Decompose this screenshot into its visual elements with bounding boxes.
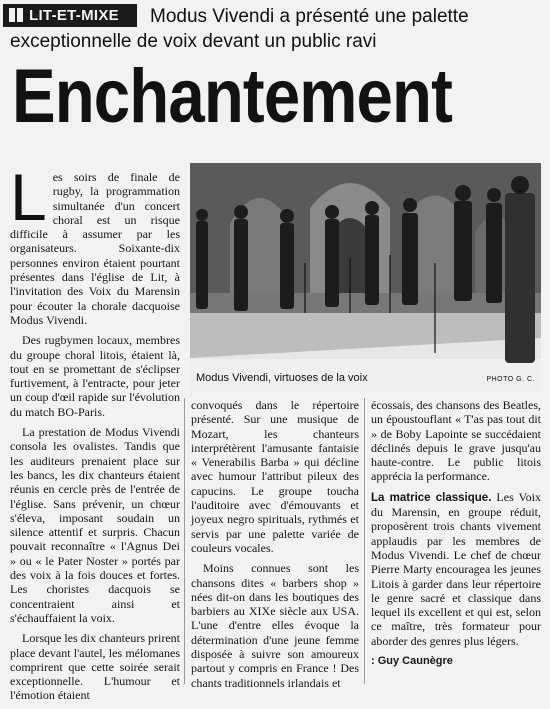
paragraph: Lorsque les dix chanteurs prirent place devant l'autel, les mélomanes comprirent que cette soirée serait exceptionnelle. L'humour et l'émotion étaient [10, 631, 180, 703]
subheading: La matrice classique. [371, 491, 492, 504]
subheading-body: Les Voix du Marensin, en groupe réduit, proposèrent trois chants vivement applaudis par les membres de Modus Vivendi. Le chef de chœur Pierre Marty encouragea les jeunes Litois à garder dans leur répertoire le genre sacré et classique dans lequel ils excellent et qui est, selon ce maître, très formateur pour aborder des genres plus légers. [371, 489, 542, 648]
dropcap: L [10, 160, 47, 234]
rubric-bar-icon [17, 8, 23, 22]
photo-caption: Modus Vivendi, virtuoses de la voix [196, 372, 368, 384]
column-divider [184, 398, 185, 684]
rubric-bar-icon [9, 8, 15, 22]
paragraph: Moins connues sont les chansons dites « barbers shop » nées dit-on dans les boutiques des barbiers au XIXe siècle aux USA. L'une d'entre elles évoque la détermination d'une jeune femme disposée à suivre son amoureux partout y compris en France ! Des chants traditionnels irlandais et [191, 561, 359, 690]
photo-credit: PHOTO G. C. [486, 376, 535, 383]
headline: Enchantement [12, 54, 453, 139]
lead-text: es soirs de finale de rugby, la programmation simultanée d'un concert choral est un risque difficile à assumer par les organisateurs. Soixante-dix personnes environ étaient pourtant présentes dans l'église de Lit, à l'invitation des Voix du Marensin pour écouter la chorale dacquoise Modus Vivendi. [10, 170, 180, 327]
column-divider [364, 398, 365, 684]
paragraph [371, 490, 541, 648]
paragraph: Des rugbymen locaux, membres du groupe choral litois, étaient là, tout en se promettant de s'éclipser furtivement, à l'entracte, pour jeter un coup d'œil rapide sur l'évolution du match BO-Paris. [10, 333, 180, 419]
kicker-line-2: exceptionnelle de voix devant un public ravi [10, 31, 377, 52]
choir-photo-image [190, 163, 541, 393]
kicker-line-1: Modus Vivendi a présenté une palette [150, 6, 469, 27]
rubric-label [3, 4, 137, 27]
author-signature: : Guy Caunègre [371, 655, 453, 668]
paragraph: La prestation de Modus Vivendi consola les ovalistes. Tandis que les auditeurs prenaient place sur les bancs, les dix chanteurs étaient réunis en cercle près de l'entrée de l'église. Sans prévenir, un chœur s'éleva, imposant soudain un silence attentif et surpris. Chacun pouvait reconnaître « l'Agnus Dei » ou « le Pater Noster » portés par des voix à la fois douces et fortes. Les choristes dacquois se concentraient ainsi et s'échauffaient la voix. [10, 425, 180, 625]
paragraph: convoqués dans le répertoire présenté. Sur une musique de Mozart, les chanteurs interprétèrent l'amusante fantaisie « Venerabilis Barba » qui décline avec humour l'attribut pileux des capucins. Le groupe toucha l'auditoire avec d'émouvants et joyeux negro spirituals, rythmés et servis par une palette variée de couleurs vocales. [191, 398, 359, 555]
paragraph: écossais, des chansons des Beatles, un époustouflant « T'as pas tout dit » de Boby Lapointe se succédaient déclinés depuis le grave jusqu'au haute-contre. Le public litois apprécia la performance. [371, 398, 541, 484]
article-column-2 [191, 398, 359, 696]
article-column-3 [371, 398, 541, 674]
choir-photo [190, 163, 541, 393]
rubric-text: LIT-ET-MIXE [29, 7, 119, 24]
lead-paragraph [10, 160, 180, 327]
article-column-1 [10, 160, 180, 709]
